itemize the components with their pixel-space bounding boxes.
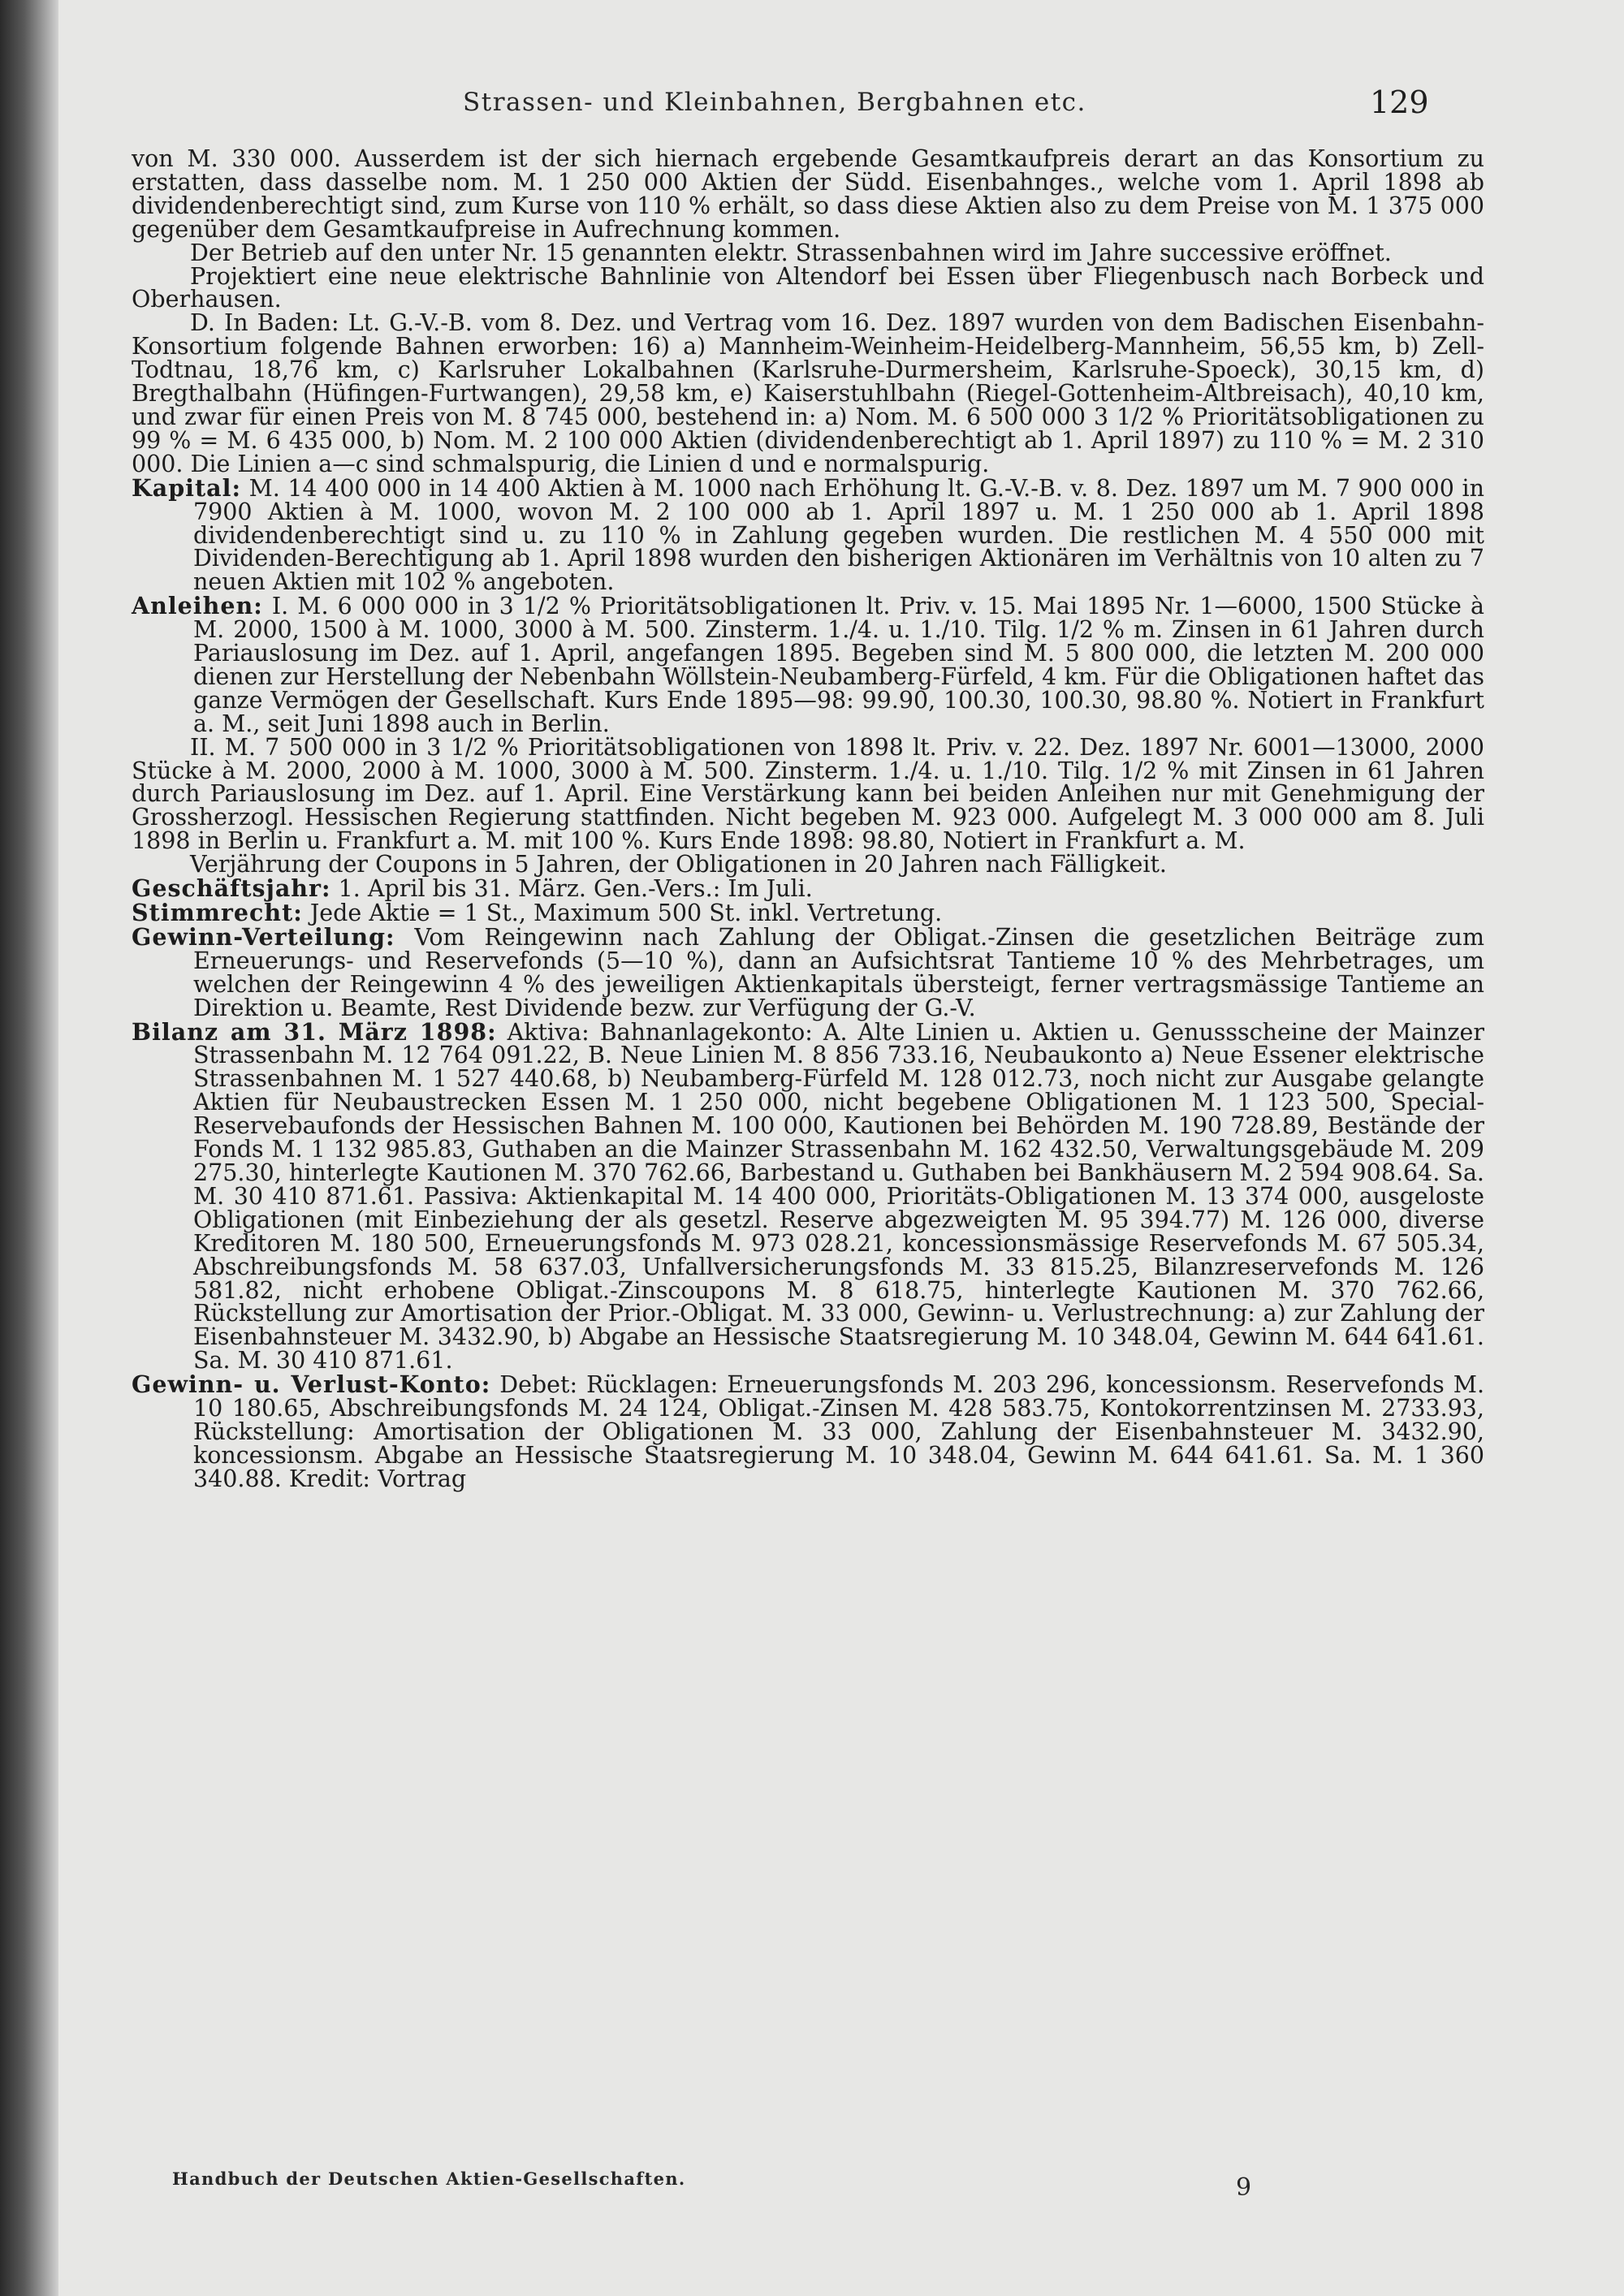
section-text: Aktiva: Bahnanlagekonto: A. Alte Linien u. Aktien u. Genussscheine der Mainzer Strassenbahn M. 12 764 091.22, B. Neue Linien M. 8 856 733.16, Neubaukonto a) Neue Essener elektrische Strassenbahnen M. 1 527 440.68, b) Neubamberg-Fürfeld M. 128 012.73, noch nicht zur Ausgabe gelangte Aktien für Neubaustrecken Essen M. 1 250 000, nicht begebene Obligationen M. 1 123 500, Special-Reservebaufonds der Hessischen Bahnen M. 100 000, Kautionen bei Behörden M. 190 728.89, Bestände der Fonds M. 1 132 985.83, Guthaben an die Mainzer Strassenbahn M. 162 432.50, Verwaltungsgebäude M. 209 275.30, hinterlegte Kautionen M. 370 762.66, Barbestand u. Guthaben bei Bankhäusern M. 2 594 908.64. Sa. M. 30 410 871.61. Passiva: Aktienkapital M. 14 400 000, Prioritäts-Obligationen M. 13 374 000, ausgeloste Obligationen (mit Einbeziehung der als gesetzl. Reserve abgezweigten M. 95 394.77) M. 126 000, diverse Kreditoren M. 180 500, Erneuerungsfonds M. 973 028.21, koncessionsmässige Reservefonds M. 67 505.34, Abschreibungsfonds M. 58 637.03, Unfallversicherungsfonds M. 33 815.25, Bilanzreservefonds M. 126 581.82, nicht erhobene Obligat.-Zinscoupons M. 8 618.75, hinterlegte Kautionen M. 370 762.66, Rückstellung zur Amortisation der Prior.-Obligat. M. 33 000, Gewinn- u. Verlustrechnung: a) zur Zahlung der Eisenbahnsteuer M. 3432.90, b) Abgabe an Hessische Staatsregierung M. 10 348.04, Gewinn M. 644 641.61. Sa. M. 30 410 871.61.: [193, 1018, 1484, 1375]
section-label: Bilanz am 31. März 1898:: [132, 1017, 497, 1046]
paragraph-text: von M. 330 000. Ausserdem ist der sich hiernach ergebende Gesamtkaufpreis derart an das Konsortium zu erstatten, dass dasselbe nom. M. 1 250 000 Aktien der Südd. Eisenbahnges., welche vom 1. April 1898 ab dividendenberechtigt sind, zum Kurse von 110 % erhält, so dass diese Aktien also zu dem Preise von M. 1 375 000 gegenüber dem Gesamtkaufpreise in Aufrechnung kommen.: [132, 145, 1484, 243]
body-text: [132, 145, 1485, 1492]
section-kapital: [132, 473, 1484, 596]
section-text: Jede Aktie = 1 St., Maximum 500 St. inkl. Vertretung.: [309, 900, 943, 926]
section-label: Gewinn- u. Verlust-Konto:: [132, 1370, 491, 1399]
paragraph-purchase-price: [132, 145, 1484, 243]
paragraph-anleihe-ii: [132, 733, 1484, 855]
paragraph-text: D. In Baden: Lt. G.-V.-B. vom 8. Dez. und Vertrag vom 16. Dez. 1897 wurden von dem Badischen Eisenbahn-Konsortium folgende Bahnen erworben: 16) a) Mannheim-Weinheim-Heidelberg-Mannheim, 56,55 km, b) Zell-Todtnau, 18,76 km, c) Karlsruher Lokalbahnen (Karlsruhe-Durmersheim, Karlsruhe-Spoeck), 30,15 km, d) Bregthalbahn (Hüfingen-Furtwangen), 29,58 km, e) Kaiserstuhlbahn (Riegel-Gottenheim-Altbreisach), 40,10 km, und zwar für einen Preis von M. 8 745 000, bestehend in: a) Nom. M. 6 500 000 3 1/2 % Prioritätsobligationen zu 99 % = M. 6 435 000, b) Nom. M. 2 100 000 Aktien (dividendenberechtigt ab 1. April 1897) zu 110 % = M. 2 310 000. Die Linien a—c sind schmalspurig, die Linien d und e normalspurig.: [132, 309, 1484, 477]
section-label: Gewinn-Verteilung:: [132, 922, 395, 951]
paragraph-operation: [132, 239, 1484, 266]
running-title: Strassen- und Kleinbahnen, Bergbahnen etc.: [463, 88, 1086, 117]
section-stimmrecht: [132, 901, 1484, 926]
page-footer: [58, 2169, 1624, 2201]
scanned-page: [58, 0, 1624, 2296]
section-label: Anleihen:: [132, 592, 263, 620]
paragraph-verjaehrung: [132, 853, 1484, 877]
section-gewinn-verteilung: [132, 922, 1484, 1021]
section-geschaeftsjahr: [132, 874, 1484, 903]
paragraph-baden: [132, 309, 1484, 477]
page-number: 129: [1370, 84, 1429, 120]
section-text: 1. April bis 31. März. Gen.-Vers.: Im Juli.: [338, 875, 813, 903]
publication-title: Handbuch der Deutschen Aktien-Gesellschaften.: [172, 2169, 686, 2189]
section-text: Debet: Rücklagen: Erneuerungsfonds M. 203 296, koncessionsm. Reservefonds M. 10 180.65, Abschreibungsfonds M. 24 124, Obligat.-Zinsen M. 428 583.75, Kontokorrentzinsen M. 2733.93, Rückstellung: Amortisation der Obligationen M. 33 000, Zahlung der Eisenbahnsteuer M. 3432.90, koncessionsm. Abgabe an Hessische Staatsregierung M. 10 348.04, Gewinn M. 644 641.61. Sa. M. 1 360 340.88. Kredit: Vortrag: [193, 1371, 1485, 1492]
section-text: I. M. 6 000 000 in 3 1/2 % Prioritätsobligationen lt. Priv. v. 15. Mai 1895 Nr. 1—6000, 1500 Stücke à M. 2000, 1500 à M. 1000, 3000 à M. 500. Zinsterm. 1./4. u. 1./10. Tilg. 1/2 % m. Zinsen in 61 Jahren durch Pariauslosung im Dez. auf 1. April, angefangen 1895. Begeben sind M. 5 800 000, die letzten M. 200 000 dienen zur Herstellung der Nebenbahn Wöllstein-Neubamberg-Fürfeld, 4 km. Für die Obligationen haftet das ganze Vermögen der Gesellschaft. Kurs Ende 1895—98: 99.90, 100.30, 100.30, 98.80 %. Notiert in Frankfurt a. M., seit Juni 1898 auch in Berlin.: [193, 593, 1484, 737]
section-label: Stimmrecht:: [132, 899, 303, 926]
section-bilanz: [132, 1017, 1484, 1375]
section-text: Vom Reingewinn nach Zahlung der Obligat.-Zinsen die gesetzlichen Beiträge zum Erneuerungs- und Reservefonds (5—10 %), dann an Aufsichtsrat Tantieme 10 % des Mehrbetrages, um welchen der Reingewinn 4 % des jeweiligen Aktienkapitals übersteigt, ferner vertragsmässige Tantieme an Direktion u. Beamte, Rest Dividende bezw. zur Verfügung der G.-V.: [193, 923, 1484, 1021]
paragraph-text: Verjährung der Coupons in 5 Jahren, der Obligationen in 20 Jahren nach Fälligkeit.: [190, 851, 1167, 878]
paragraph-projected-line: [132, 262, 1484, 313]
paragraph-text: Der Betrieb auf den unter Nr. 15 genannten elektr. Strassenbahnen wird im Jahre successive eröffnet.: [190, 239, 1392, 266]
book-binding-edge: [0, 0, 58, 2296]
section-label: Geschäftsjahr:: [132, 874, 331, 903]
signature-mark: 9: [1236, 2173, 1252, 2202]
section-label: Kapital:: [132, 473, 241, 502]
page-header: [58, 84, 1624, 128]
section-text: M. 14 400 000 in 14 400 Aktien à M. 1000 nach Erhöhung lt. G.-V.-B. v. 8. Dez. 1897 um M. 7 900 000 in 7900 Aktien à M. 1000, wovon M. 2 100 000 ab 1. April 1897 u. M. 1 250 000 ab 1. April 1898 dividendenberechtigt sind u. zu 110 % in Zahlung gegeben wurden. Die restlichen M. 4 550 000 mit Dividenden-Berechtigung ab 1. April 1898 wurden den bisherigen Aktionären im Verhältnis von 10 alten zu 7 neuen Aktien mit 102 % angeboten.: [193, 474, 1484, 596]
paragraph-text: II. M. 7 500 000 in 3 1/2 % Prioritätsobligationen von 1898 lt. Priv. v. 22. Dez. 1897 Nr. 6001—13000, 2000 Stücke à M. 2000, 2000 à M. 1000, 3000 à M. 500. Zinsterm. 1./4. u. 1./10. Tilg. 1/2 % mit Zinsen in 61 Jahren durch Pariauslosung im Dez. auf 1. April. Eine Verstärkung kann bei beiden Anleihen nur mit Genehmigung der Grossherzogl. Hessischen Regierung stattfinden. Nicht begeben M. 923 000. Aufgelegt M. 3 000 000 am 8. Juli 1898 in Berlin u. Frankfurt a. M. mit 100 %. Kurs Ende 1898: 98.80, Notiert in Frankfurt a. M.: [132, 733, 1484, 855]
section-gewinn-verlust-konto: [132, 1370, 1485, 1492]
paragraph-text: Projektiert eine neue elektrische Bahnlinie von Altendorf bei Essen über Fliegenbusch nach Borbeck und Oberhausen.: [132, 262, 1484, 313]
section-anleihen: [132, 594, 1484, 736]
